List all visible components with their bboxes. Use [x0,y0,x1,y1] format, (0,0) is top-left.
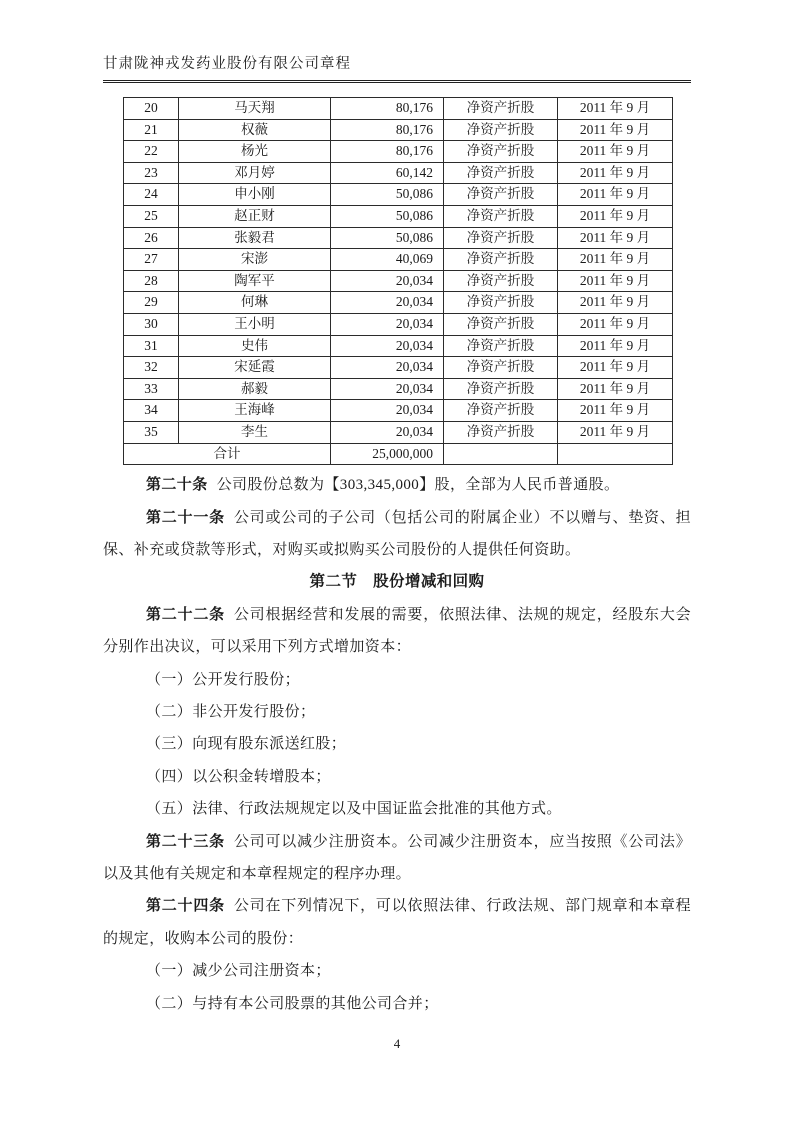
section-heading: 第二节 股份增减和回购 [309,573,485,591]
cell-shares: 20,034 [331,270,444,292]
cell-shares: 20,034 [331,421,444,443]
cell-shares: 60,142 [331,162,444,184]
cell-shares: 40,069 [331,249,444,271]
cell-no: 33 [124,378,179,400]
cell-method: 净资产折股 [444,378,558,400]
article-22-text: 公司根据经营和发展的需要，依照法律、法规的规定，经股东大会分别作出决议，可以采用下列方式增加资本： [103,606,691,656]
article-20 [103,469,691,501]
list-item: （四）以公积金转增股本； [146,768,331,785]
cell-shares: 80,176 [331,98,444,120]
article-21-number: 第二十一条 [146,509,225,526]
table-row [124,119,673,141]
cell-name: 杨光 [179,141,331,163]
cell-shares: 20,034 [331,313,444,335]
article-21-text: 公司或公司的子公司（包括公司的附属企业）不以赠与、垫资、担保、补充或贷款等形式，对购买或拟购买公司股份的人提供任何资助。 [103,509,691,558]
cell-method: 净资产折股 [444,98,558,120]
article-24-text: 公司在下列情况下，可以依照法律、行政法规、部门规章和本章程的规定，收购本公司的股份： [103,898,691,947]
cell-name: 何琳 [179,292,331,314]
cell-shares: 50,086 [331,205,444,227]
table-row [124,292,673,314]
cell-shares: 50,086 [331,184,444,206]
article-20-text: 公司股份总数为【303,345,000】股，全部为人民币普通股。 [216,477,620,494]
article-23 [103,826,691,891]
cell-method: 净资产折股 [444,249,558,271]
table-row [124,378,673,400]
cell-method: 净资产折股 [444,162,558,184]
cell-date: 2011 年 9 月 [558,141,673,163]
cell-method: 净资产折股 [444,227,558,249]
article-24-number: 第二十四条 [146,898,225,915]
cell-name: 宋澎 [179,249,331,271]
cell-name: 郝毅 [179,378,331,400]
cell-no: 26 [124,227,179,249]
cell-method: 净资产折股 [444,400,558,422]
cell-shares: 80,176 [331,141,444,163]
cell-no: 32 [124,357,179,379]
document-title: 甘肃陇神戎发药业股份有限公司章程 [103,56,351,72]
cell-date: 2011 年 9 月 [558,227,673,249]
cell-method: 净资产折股 [444,141,558,163]
list-item: （一）减少公司注册资本； [146,963,331,980]
article-23-text: 公司可以减少注册资本。公司减少注册资本，应当按照《公司法》以及其他有关规定和本章程规定的程序办理。 [103,833,691,882]
empty-cell [558,443,673,465]
cell-shares: 20,034 [331,400,444,422]
cell-date: 2011 年 9 月 [558,162,673,184]
article-22 [103,599,691,664]
table-total-row [124,443,673,465]
cell-no: 24 [124,184,179,206]
cell-method: 净资产折股 [444,335,558,357]
table-row [124,335,673,357]
cell-name: 马天翔 [179,98,331,120]
cell-name: 邓月婷 [179,162,331,184]
article-24 [103,890,691,955]
cell-total-label: 合计 [124,443,331,465]
cell-date: 2011 年 9 月 [558,205,673,227]
cell-name: 宋延霞 [179,357,331,379]
cell-shares: 20,034 [331,378,444,400]
cell-shares: 20,034 [331,335,444,357]
cell-date: 2011 年 9 月 [558,270,673,292]
shareholder-table [123,97,673,465]
empty-cell [444,443,558,465]
article-21 [103,502,691,567]
document-header [103,54,691,83]
cell-name: 张毅君 [179,227,331,249]
document-body [103,469,691,1020]
table-row [124,249,673,271]
cell-date: 2011 年 9 月 [558,400,673,422]
cell-method: 净资产折股 [444,357,558,379]
cell-no: 31 [124,335,179,357]
cell-no: 35 [124,421,179,443]
cell-name: 王小明 [179,313,331,335]
cell-method: 净资产折股 [444,119,558,141]
cell-date: 2011 年 9 月 [558,249,673,271]
table-row [124,400,673,422]
table-row [124,313,673,335]
cell-no: 25 [124,205,179,227]
cell-name: 陶军平 [179,270,331,292]
article-23-number: 第二十三条 [146,833,225,850]
table-row [124,205,673,227]
cell-name: 史伟 [179,335,331,357]
cell-no: 22 [124,141,179,163]
cell-no: 20 [124,98,179,120]
table-row [124,421,673,443]
cell-name: 李生 [179,421,331,443]
cell-no: 28 [124,270,179,292]
table-row [124,184,673,206]
page-number: 4 [393,1036,401,1051]
cell-method: 净资产折股 [444,270,558,292]
cell-date: 2011 年 9 月 [558,421,673,443]
cell-total-shares: 25,000,000 [331,443,444,465]
cell-method: 净资产折股 [444,421,558,443]
list-item: （二）非公开发行股份； [146,703,316,720]
cell-no: 23 [124,162,179,184]
cell-date: 2011 年 9 月 [558,335,673,357]
cell-name: 赵正财 [179,205,331,227]
cell-name: 申小刚 [179,184,331,206]
cell-date: 2011 年 9 月 [558,292,673,314]
cell-name: 王海峰 [179,400,331,422]
cell-no: 29 [124,292,179,314]
cell-no: 27 [124,249,179,271]
cell-date: 2011 年 9 月 [558,119,673,141]
cell-method: 净资产折股 [444,184,558,206]
cell-date: 2011 年 9 月 [558,378,673,400]
cell-method: 净资产折股 [444,292,558,314]
article-22-number: 第二十二条 [146,606,225,623]
cell-shares: 80,176 [331,119,444,141]
cell-method: 净资产折股 [444,313,558,335]
cell-shares: 50,086 [331,227,444,249]
cell-name: 权薇 [179,119,331,141]
list-item: （五）法律、行政法规规定以及中国证监会批准的其他方式。 [146,801,562,818]
cell-date: 2011 年 9 月 [558,357,673,379]
table-row [124,141,673,163]
table-row [124,357,673,379]
cell-date: 2011 年 9 月 [558,313,673,335]
cell-shares: 20,034 [331,357,444,379]
cell-date: 2011 年 9 月 [558,184,673,206]
table-row [124,270,673,292]
table-row [124,98,673,120]
cell-no: 30 [124,313,179,335]
table-row [124,227,673,249]
list-item: （二）与持有本公司股票的其他公司合并； [146,995,439,1012]
cell-method: 净资产折股 [444,205,558,227]
cell-shares: 20,034 [331,292,444,314]
article-20-number: 第二十条 [146,477,208,494]
table-row [124,162,673,184]
list-item: （三）向现有股东派送红股； [146,736,347,753]
cell-no: 34 [124,400,179,422]
cell-date: 2011 年 9 月 [558,98,673,120]
cell-no: 21 [124,119,179,141]
list-item: （一）公开发行股份； [146,671,301,688]
